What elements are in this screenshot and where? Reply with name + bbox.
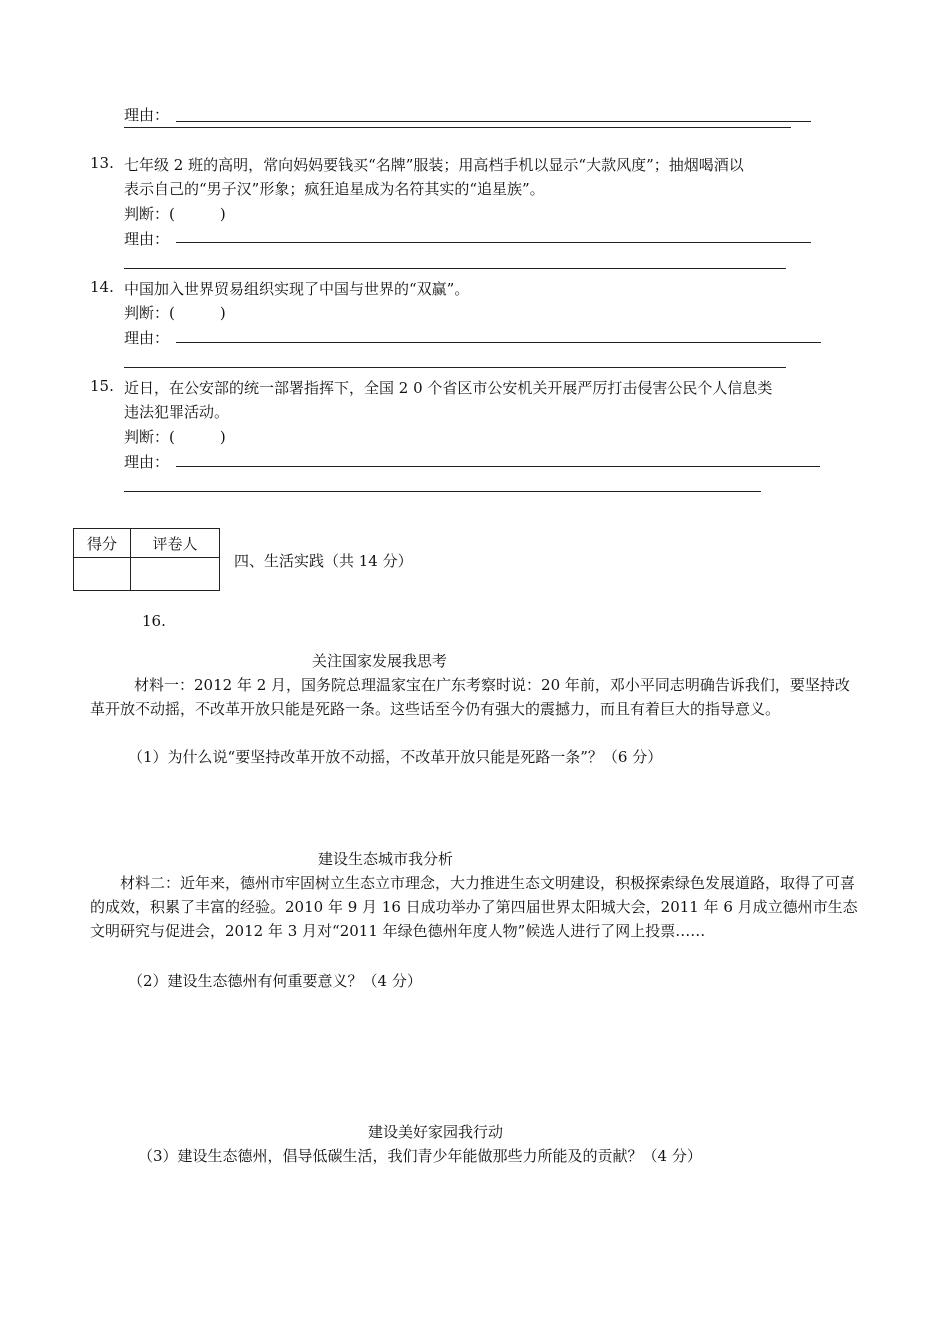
grader-cell[interactable] bbox=[131, 558, 220, 591]
q13-reason-label: 理由： bbox=[124, 230, 170, 248]
q16-material-2: 材料二：近年来，德州市牢固树立生态立市理念，大力推进生态文明建设，积极探索绿色发展道路，取得了可喜的成效，积累了丰富的经验。2010 年 9 月 16 日成功举办了第四届世界太阳城大会，2011 年 6 月成立德州市生态文明研究与促进会，2012 年 3 月对“2011 年绿色德州年度人物”候选人进行了网上投票…… bbox=[90, 874, 858, 940]
q13-text-line-1: 七年级 2 班的高明，常向妈妈要钱买“名牌”服装；用高档手机以显示“大款风度”；抽烟喝酒以 bbox=[124, 156, 744, 174]
score-header: 得分 bbox=[74, 529, 131, 558]
q14-text-line-1: 中国加入世界贸易组织实现了中国与世界的“双赢”。 bbox=[124, 280, 470, 298]
q16-material-1: 材料一：2012 年 2 月，国务院总理温家宝在广东考察时说：20 年前，邓小平同志明确告诉我们，要坚持改革开放不动摇，不改革开放只能是死路一条。这些话至今仍有强大的震撼力，而且有着巨大的指导意义。 bbox=[90, 676, 850, 718]
q16-number: 16. bbox=[142, 612, 166, 630]
q13-reason-answer-line-1[interactable] bbox=[176, 242, 811, 243]
q14-reason-answer-line-1[interactable] bbox=[176, 342, 821, 343]
q12-reason-answer-line-1[interactable] bbox=[176, 121, 811, 122]
q15-reason-answer-line-2[interactable] bbox=[124, 491, 761, 492]
q14-reason-answer-line-2[interactable] bbox=[124, 367, 786, 368]
score-cell[interactable] bbox=[74, 558, 131, 591]
q15-text-line-1: 近日，在公安部的统一部署指挥下，全国 2 0 个省区市公安机关开展严厉打击侵害公民个人信息类 bbox=[124, 379, 773, 397]
q14-judge-label[interactable]: 判断：( ) bbox=[124, 304, 226, 322]
q13-text-line-2: 表示自己的“男子汉”形象；疯狂追星成为名符其实的“追星族”。 bbox=[124, 180, 545, 198]
section-4-title: 四、生活实践（共 14 分） bbox=[234, 552, 413, 570]
q12-reason-answer-line-2[interactable] bbox=[124, 127, 791, 128]
q13-reason-answer-line-2[interactable] bbox=[124, 268, 786, 269]
q15-text-line-2: 违法犯罪活动。 bbox=[124, 403, 230, 421]
q12-reason-label: 理由： bbox=[124, 106, 170, 124]
q13-number: 13. bbox=[90, 154, 114, 172]
q15-reason-answer-line-1[interactable] bbox=[176, 466, 820, 467]
q13-judge-label[interactable]: 判断：( ) bbox=[124, 205, 226, 223]
q15-judge-label[interactable]: 判断：( ) bbox=[124, 428, 226, 446]
q16-heading-2: 建设生态城市我分析 bbox=[318, 850, 454, 868]
q16-heading-3: 建设美好家园我行动 bbox=[368, 1123, 504, 1141]
q16-sub-question-1: （1）为什么说“要坚持改革开放不动摇，不改革开放只能是死路一条”？（6 分） bbox=[128, 748, 663, 766]
q15-reason-label: 理由： bbox=[124, 453, 170, 471]
q16-sub-question-2: （2）建设生态德州有何重要意义？（4 分） bbox=[128, 972, 422, 990]
q14-reason-label: 理由： bbox=[124, 329, 170, 347]
q16-sub-question-3: （3）建设生态德州，倡导低碳生活，我们青少年能做那些力所能及的贡献？（4 分） bbox=[138, 1147, 702, 1165]
grader-header: 评卷人 bbox=[131, 529, 220, 558]
q14-number: 14. bbox=[90, 278, 114, 296]
score-table bbox=[73, 528, 220, 591]
q15-number: 15. bbox=[90, 377, 114, 395]
q16-heading-1: 关注国家发展我思考 bbox=[312, 652, 448, 670]
